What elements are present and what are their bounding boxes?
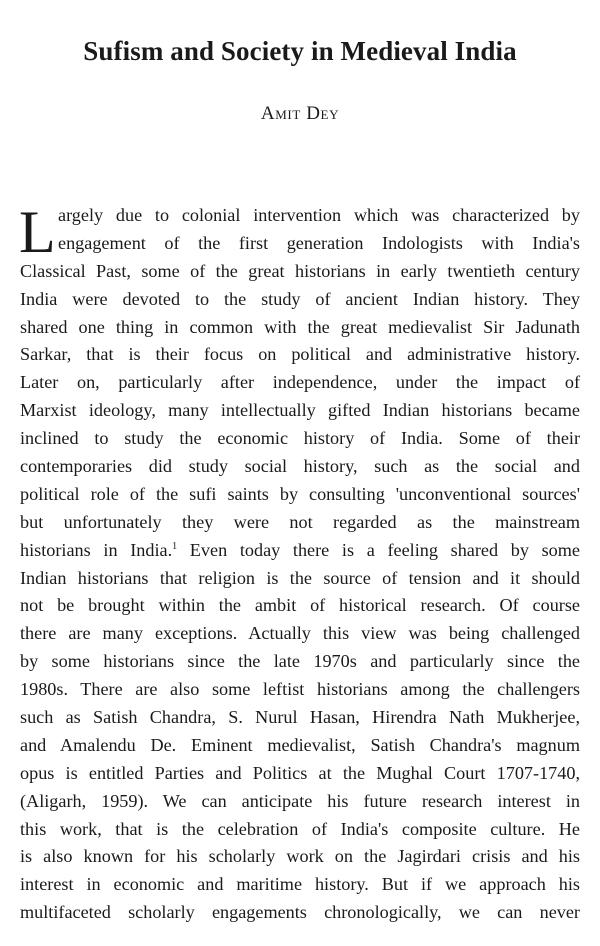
text-line: 1980s. There are also some leftist historians among the challengers [20,679,580,700]
text-line: there are many exceptions. Actually this view was being challenged [20,623,580,644]
text-line: interest in economic and maritime history. But if we approach his [20,874,580,895]
text-line: and Amalendu De. Eminent medievalist, Satish Chandra's magnum [20,734,580,755]
text-line: multifaceted scholarly engagements chronologically, we can never [20,902,580,923]
text-line: Indian historians that religion is the source of tension and it should [20,567,580,588]
text-line [20,537,580,565]
text-line: Sarkar, that is their focus on political and administrative history. [20,344,580,365]
text-line: Later on, particularly after independence, under the impact of [20,372,580,393]
drop-cap: L [19,199,56,265]
chapter-title: Sufism and Society in Medieval India [83,36,517,66]
text-line: argely due to colonial intervention which was characterized by [58,205,580,225]
body-text [19,199,580,927]
text-line: by some historians since the late 1970s and particularly since the [20,651,580,672]
text-line: (Aligarh, 1959). We can anticipate his future research interest in [20,790,580,811]
text-line: India were devoted to the study of ancient Indian history. They [20,288,580,309]
text-line: political role of the sufi saints by consulting 'unconventional sources' [20,483,580,504]
text-line: but unfortunately they were not regarded as the mainstream [20,511,580,532]
text-line: this work, that is the celebration of India's composite culture. He [20,818,580,839]
author-name: Amit Dey [260,103,340,124]
text-line: engagement of the first generation Indologists with India's [58,232,580,253]
footnote-marker: 1 [172,540,178,552]
text-line: is also known for his scholarly work on the Jagirdari crisis and his [20,846,580,867]
text-line: Marxist ideology, many intellectually gifted Indian historians became [20,400,580,421]
text-line-end: Even today there is a feeling shared by some [177,539,580,560]
text-line: Classical Past, some of the great historians in early twentieth century [20,260,580,281]
text-line: contemporaries did study social history, such as the social and [20,456,580,477]
text-line: not be brought within the ambit of historical research. Of course [20,595,580,616]
text-line: inclined to study the economic history of India. Some of their [20,428,580,449]
text-line-start: historians in India. [20,539,173,560]
text-line: opus is entitled Parties and Politics at the Mughal Court 1707-1740, [20,762,580,783]
text-line: such as Satish Chandra, S. Nurul Hasan, Hirendra Nath Mukherjee, [20,707,580,728]
text-line: shared one thing in common with the great medievalist Sir Jadunath [20,316,580,337]
